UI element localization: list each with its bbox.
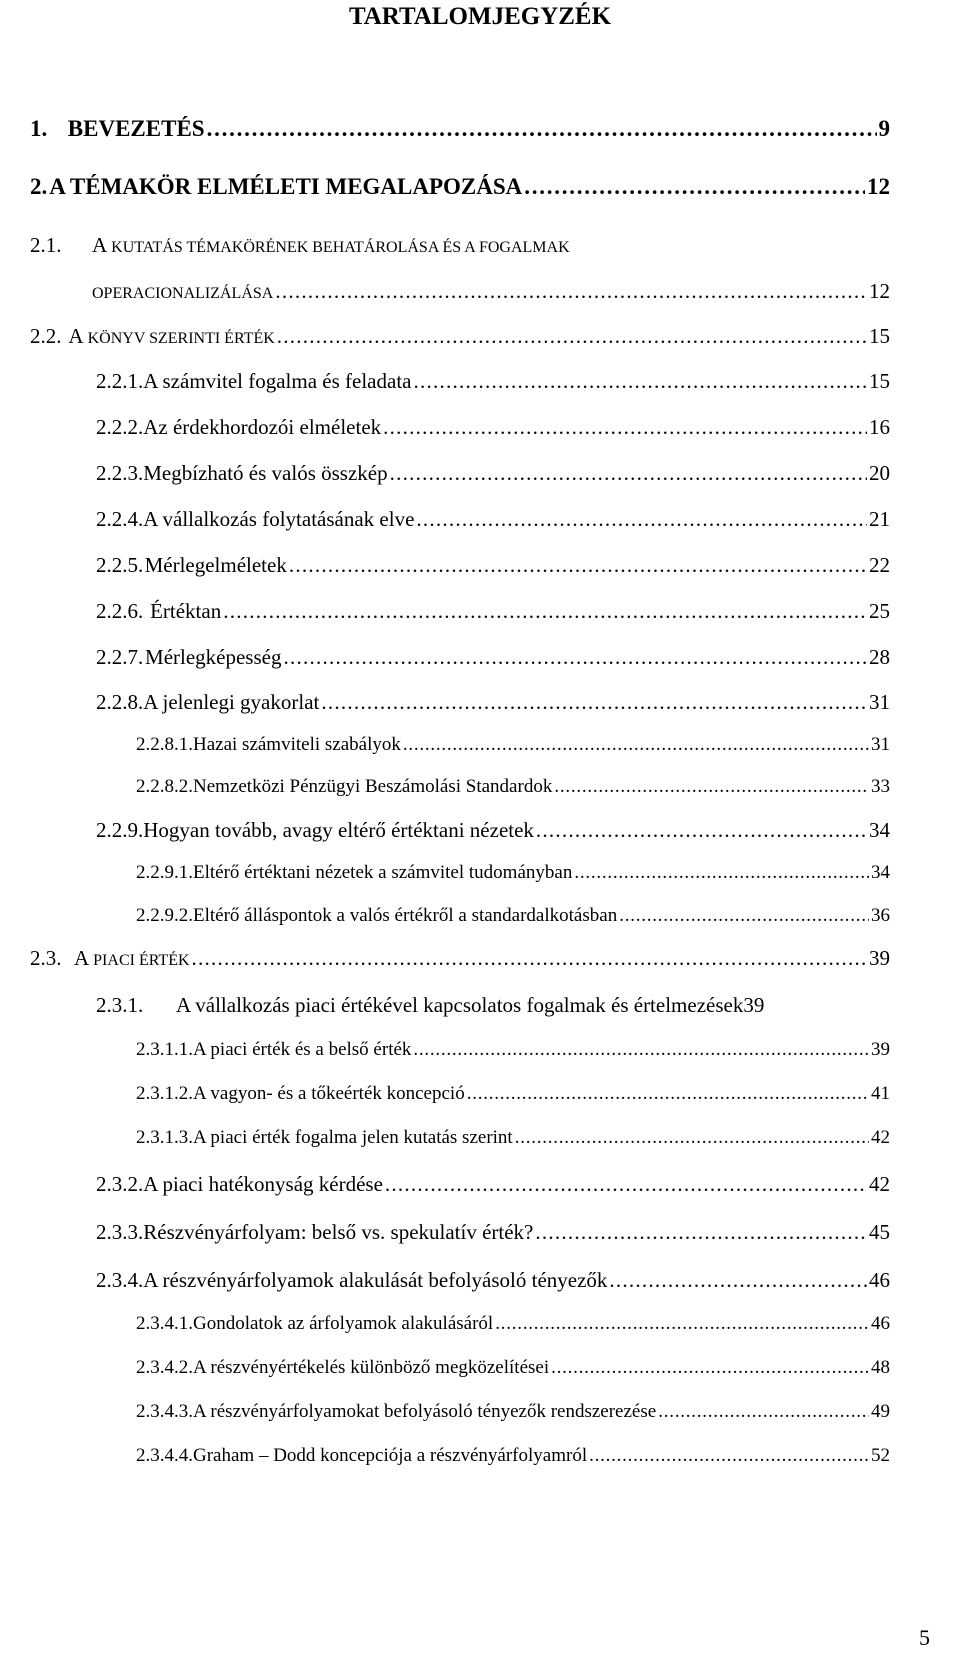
toc-entry-title: A PIACI ÉRTÉK: [73, 946, 190, 970]
dot-leader: [467, 1083, 869, 1105]
toc-entry-page: 34: [869, 818, 890, 842]
toc-entry-1[interactable]: [30, 116, 890, 142]
toc-entry-page: 42: [871, 1127, 890, 1148]
toc-entry-number: 2.2.7.: [96, 645, 144, 669]
dot-leader: [619, 905, 869, 927]
toc-entry-title: Graham – Dodd koncepciója a részvényárfolyamról: [193, 1445, 588, 1466]
toc-entry-2-2-7[interactable]: [96, 645, 890, 670]
toc-entry-2-2-8[interactable]: [96, 690, 890, 715]
toc-entry-number: 2.: [30, 174, 48, 199]
toc-entry-title: A piaci érték fogalma jelen kutatás szerint: [193, 1127, 513, 1148]
toc-entry-page: 12: [867, 174, 890, 199]
toc-entry-page: 22: [869, 553, 890, 577]
toc-entry-number: 2.3.1.: [96, 993, 144, 1017]
toc-entry-number: 2.2.4.: [96, 507, 144, 531]
dot-leader: [192, 946, 867, 971]
toc-entry-title: A vállalkozás folytatásának elve: [143, 507, 415, 531]
toc-entry-2-3-2[interactable]: [96, 1172, 890, 1197]
toc-entry-2-1-continuation[interactable]: [92, 279, 890, 304]
toc-entry-number: 2.3.2.: [96, 1172, 144, 1196]
toc-entry-page: 31: [871, 734, 890, 755]
toc-entry-title: A részvényárfolyamok alakulását befolyásoló tényezők: [143, 1268, 608, 1292]
toc-entry-page: 15: [869, 369, 890, 393]
toc-entry-2-2-8-1[interactable]: [136, 734, 890, 756]
toc-entry-2-3-4-2[interactable]: [136, 1357, 890, 1379]
toc-entry-2-2-9-2[interactable]: [136, 905, 890, 927]
toc-entry-2-3-4[interactable]: [96, 1268, 890, 1293]
toc-entry-2-2-4[interactable]: [96, 507, 890, 532]
dot-leader: [609, 1268, 867, 1293]
toc-entry-number: 2.3.4.4.: [136, 1445, 193, 1466]
dot-leader: [551, 1357, 869, 1379]
dot-leader: [658, 1401, 869, 1423]
dot-leader: [207, 116, 877, 142]
toc-entry-2-1[interactable]: [30, 233, 890, 258]
toc-entry-title: A vagyon- és a tőkeérték koncepció: [193, 1083, 465, 1104]
toc-entry-title: Értéktan: [150, 599, 222, 623]
toc-entry-title: A KÖNYV SZERINTI ÉRTÉK: [68, 324, 275, 348]
toc-entry-page: 28: [869, 645, 890, 669]
toc-entry-2-3[interactable]: [30, 946, 890, 971]
toc-entry-number: 2.2.2.: [96, 415, 144, 439]
dot-leader: [416, 507, 867, 532]
toc-entry-title: Mérlegképesség: [145, 645, 282, 669]
toc-entry-2-2[interactable]: [30, 324, 890, 349]
toc-entry-title: A vállalkozás piaci értékével kapcsolatos fogalmak és értelmezések: [176, 993, 744, 1017]
toc-entry-number: 2.3.4.3.: [136, 1401, 193, 1422]
toc-entry-title: A TÉMAKÖR ELMÉLETI MEGALAPOZÁSA: [49, 174, 523, 199]
toc-entry-page: 39: [871, 1039, 890, 1060]
toc-entry-2-3-1-2[interactable]: [136, 1083, 890, 1105]
toc-entry-2-2-9-1[interactable]: [136, 862, 890, 884]
toc-entry-title: Eltérő értéktani nézetek a számvitel tudományban: [193, 862, 573, 883]
toc-entry-2-2-1[interactable]: [96, 369, 890, 394]
toc-entry-page: 9: [878, 116, 890, 141]
toc-entry-page: 36: [871, 905, 890, 926]
dot-leader: [574, 862, 869, 884]
toc-entry-page: 15: [869, 324, 890, 348]
toc-entry-number: 2.1.: [30, 233, 62, 257]
toc-entry-number: 2.2.1.: [96, 369, 144, 393]
toc-entry-title: Részvényárfolyam: belső vs. spekulatív érték?: [143, 1220, 534, 1244]
toc-entry-title: Mérlegelméletek: [144, 553, 287, 577]
toc-entry-title: BEVEZETÉS: [67, 116, 205, 141]
toc-entry-page: 31: [869, 690, 890, 714]
toc-entry-title: A részvényértékelés különböző megközelítései: [193, 1357, 550, 1378]
dot-leader: [495, 1313, 869, 1335]
dot-leader: [390, 461, 867, 486]
toc-entry-page: 39: [869, 946, 890, 970]
toc-entry-page: 41: [871, 1083, 890, 1104]
toc-entry-2-3-4-3[interactable]: [136, 1401, 890, 1423]
toc-entry-page: 39: [743, 993, 765, 1017]
page-title: TARTALOMJEGYZÉK: [348, 3, 612, 30]
toc-entry-number: 2.2.8.: [96, 690, 144, 714]
toc-entry-title: Megbízható és valós összkép: [143, 461, 388, 485]
dot-leader: [289, 553, 867, 578]
toc-entry-page: 45: [869, 1220, 890, 1244]
toc-entry-title: Az érdekhordozói elméletek: [143, 415, 382, 439]
toc-entry-title: Eltérő álláspontok a valós értékről a standardalkotásban: [193, 905, 618, 926]
dot-leader: [554, 776, 869, 798]
toc-entry-number: 2.2.5.: [96, 553, 144, 577]
dot-leader: [413, 369, 867, 394]
toc-entry-number: 2.2.3.: [96, 461, 144, 485]
toc-entry-page: 20: [869, 461, 890, 485]
toc-entry-page: 46: [871, 1313, 890, 1334]
toc-entry-2-3-1[interactable]: [96, 993, 906, 1018]
toc-entry-title: Hogyan tovább, avagy eltérő értéktani nézetek: [143, 818, 534, 842]
toc-entry-2-3-1-3[interactable]: [136, 1127, 890, 1149]
toc-entry-number: 2.3.3.: [96, 1220, 144, 1244]
dot-leader: [275, 279, 867, 304]
toc-entry-title-line2: OPERACIONALIZÁLÁSA: [92, 285, 274, 302]
page-number: 5: [919, 1625, 930, 1650]
toc-entry-page: 16: [869, 415, 890, 439]
toc-entry-2-2-3[interactable]: [96, 461, 890, 486]
toc-entry-2-3-3[interactable]: [96, 1220, 890, 1245]
toc-entry-title: Nemzetközi Pénzügyi Beszámolási Standardok: [193, 776, 553, 797]
toc-entry-number: 2.2.6.: [96, 599, 144, 623]
toc-entry-2-2-9[interactable]: [96, 818, 890, 843]
toc-entry-page: 21: [869, 507, 890, 531]
toc-entry-2-2-8-2[interactable]: [136, 776, 890, 798]
dot-leader: [223, 599, 867, 624]
toc-entry-number: 2.2.8.1.: [136, 734, 193, 755]
dot-leader: [535, 1220, 867, 1245]
toc-entry-2-2-5[interactable]: [96, 553, 890, 578]
toc-entry-2[interactable]: [30, 174, 890, 200]
dot-leader: [283, 645, 867, 670]
dot-leader: [515, 1127, 869, 1149]
toc-entry-page: 42: [869, 1172, 890, 1196]
dot-leader: [383, 415, 867, 440]
toc-entry-2-3-4-1[interactable]: [136, 1313, 890, 1335]
toc-entry-title: A KUTATÁS TÉMAKÖRÉNEK BEHATÁROLÁSA ÉS A FOGALMAK: [92, 233, 570, 257]
toc-entry-number: 2.3.4.2.: [136, 1357, 193, 1378]
toc-entry-title: A piaci érték és a belső érték: [193, 1039, 412, 1060]
toc-entry-2-3-4-4[interactable]: [136, 1445, 890, 1467]
toc-entry-number: 2.3.1.3.: [136, 1127, 193, 1148]
toc-entry-number: 2.3.1.1.: [136, 1039, 193, 1060]
toc-entry-number: 2.2.9.1.: [136, 862, 193, 883]
toc-entry-number: 2.2.8.2.: [136, 776, 193, 797]
toc-entry-page: 52: [871, 1445, 890, 1466]
dot-leader: [385, 1172, 867, 1197]
dot-leader: [589, 1445, 869, 1467]
toc-entry-number: 2.3.: [30, 946, 62, 970]
toc-entry-title: A piaci hatékonyság kérdése: [143, 1172, 383, 1196]
toc-entry-2-2-6[interactable]: [96, 599, 890, 624]
toc-entry-number: 2.2.: [30, 324, 62, 348]
toc-entry-2-2-2[interactable]: [96, 415, 890, 440]
toc-entry-number: 2.3.4.1.: [136, 1313, 193, 1334]
dot-leader: [524, 174, 865, 200]
dot-leader: [413, 1039, 869, 1061]
toc-entry-page: 46: [869, 1268, 890, 1292]
toc-entry-number: 2.2.9.: [96, 818, 144, 842]
toc-entry-page: 34: [871, 862, 890, 883]
toc-entry-2-3-1-1[interactable]: [136, 1039, 890, 1061]
dot-leader: [321, 690, 867, 715]
toc-entry-title: Hazai számviteli szabályok: [193, 734, 401, 755]
toc-entry-page: 33: [871, 776, 890, 797]
toc-entry-number: 2.2.9.2.: [136, 905, 193, 926]
toc-entry-number: 1.: [30, 116, 48, 141]
dot-leader: [536, 818, 867, 843]
toc-entry-title: A részvényárfolyamokat befolyásoló tényezők rendszerezése: [193, 1401, 657, 1422]
dot-leader: [403, 734, 869, 756]
toc-entry-page: 25: [869, 599, 890, 623]
toc-entry-page: 49: [871, 1401, 890, 1422]
toc-entry-page: 48: [871, 1357, 890, 1378]
toc-entry-title: A számvitel fogalma és feladata: [143, 369, 412, 393]
toc-entry-page: 12: [869, 279, 890, 303]
dot-leader: [277, 324, 867, 349]
toc-entry-number: 2.3.4.: [96, 1268, 144, 1292]
toc-entry-title: A jelenlegi gyakorlat: [143, 690, 320, 714]
toc-entry-title: Gondolatok az árfolyamok alakulásáról: [193, 1313, 494, 1334]
toc-entry-number: 2.3.1.2.: [136, 1083, 193, 1104]
